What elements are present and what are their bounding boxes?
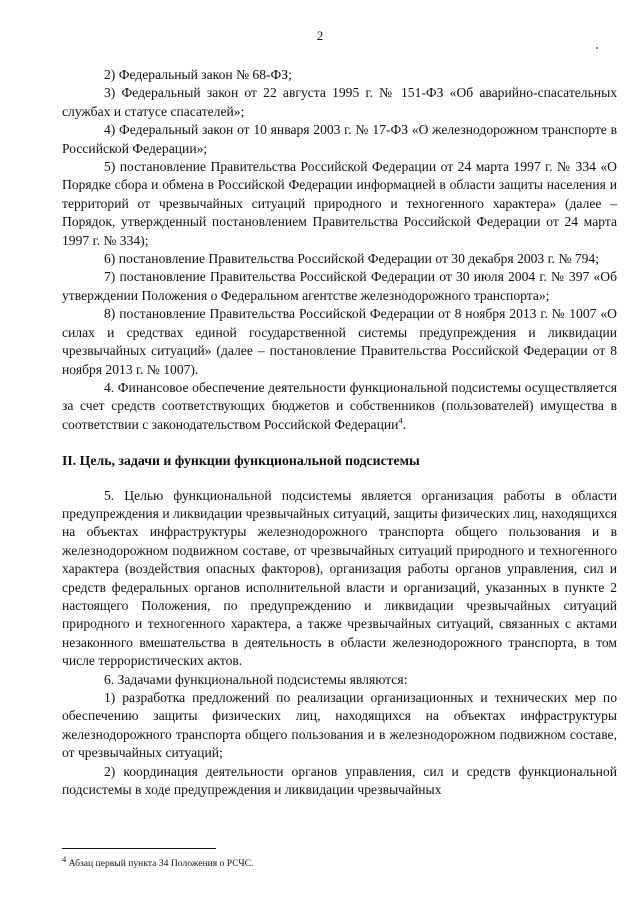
footnote-text: Абзац первый пункта 34 Положения о РСЧС. xyxy=(68,858,254,869)
task-item: 2) координация деятельности органов управления, сил и средств функциональной подсистемы в ходе предупреждения и ликвидации чрезвычайных xyxy=(62,763,617,798)
paragraph-5: 5. Целью функциональной подсистемы является организация работы в области предупреждения и ликвидации чрезвычайных ситуаций, защиты физических лиц, находящихся на объектах инфраструктуры железнодорожного транспорта общего пользования и в железнодорожном подвижном составе, от чрезвычайных ситуаций природного и техногенного характера (воздействия опасных факторов), организация работы органов управления, сил и средств федеральных органов исполнительной власти и организаций, указанных в пункте 2 настоящего Положения, по предупреждению и ликвидации чрезвычайных ситуаций природного и техногенного характера, а также чрезвычайных ситуаций, связанных с актами незаконного вмешательства в деятельность в области железнодорожного транспорта, в том числе террористических актов. xyxy=(62,487,617,669)
list-item: 7) постановление Правительства Российской Федерации от 30 июля 2004 г. № 397 «Об утверждении Положения о Федеральном агентстве железнодорожного транспорта»; xyxy=(62,269,617,303)
list-item: 8) постановление Правительства Российской Федерации от 8 ноября 2013 г. № 1007 «О силах и средствах единой государственной системы предупреждения и ликвидации чрезвычайных ситуаций» (далее – постановление Правительства Российской Федерации от 8 ноября 2013 г. № 1007). xyxy=(62,306,617,377)
spacer xyxy=(62,434,617,452)
scan-speck xyxy=(596,47,598,49)
footnote-divider xyxy=(62,848,216,849)
list-item: 2) Федеральный закон № 68-ФЗ; xyxy=(104,67,292,82)
list-item: 4) Федеральный закон от 10 января 2003 г. № 17-ФЗ «О железнодорожном транспорте в Российской Федерации»; xyxy=(62,122,617,156)
paragraph-4: 4. Финансовое обеспечение деятельности функциональной подсистемы осуществляется за счет средств соответствующих бюджетов и собственников (пользователей) имущества в соответствии с законодательством Российской Федерации$^4$. xyxy=(62,379,617,432)
footnote-reference: 4 xyxy=(398,415,403,426)
paragraph-6: 6. Задачами функциональной подсистемы являются: xyxy=(104,671,408,687)
spacer xyxy=(62,471,617,487)
footnote xyxy=(62,853,254,869)
section-heading: II. Цель, задачи и функции функциональной подсистемы xyxy=(62,453,420,469)
list-item: 5) постановление Правительства Российской Федерации от 24 марта 1997 г. № 334 «О Порядке сбора и обмена в Российской Федерации информацией в области защиты населения и территорий от чрезвычайных ситуаций природного и техногенного характера» (далее – Порядок, утвержденный постановлением Правительства Российской Федерации от 24 марта 1997 г. № 334); xyxy=(62,159,617,248)
paragraph-4-text: 4. Финансовое обеспечение деятельности функциональной подсистемы осуществляется за счет средств соответствующих бюджетов и собственников (пользователей) имущества в соответствии с законодательством Российской Федерации xyxy=(62,379,617,432)
page-number: 2 xyxy=(316,28,324,43)
task-item: 1) разработка предложений по реализации организационных и технических мер по обеспечению защиты физических лиц, находящихся на объектах инфраструктуры железнодорожного транспорта общего пользования и в железнодорожном подвижном составе, от чрезвычайных ситуаций; xyxy=(62,690,617,761)
list-item: 6) постановление Правительства Российской Федерации от 30 декабря 2003 г. № 794; xyxy=(104,251,600,267)
list-item: 3) Федеральный закон от 22 августа 1995 г. № 151-ФЗ «Об аварийно-спасательных службах и статусе спасателей»; xyxy=(62,85,617,119)
footnote-number: 4 xyxy=(62,853,67,864)
document-body xyxy=(62,66,617,799)
